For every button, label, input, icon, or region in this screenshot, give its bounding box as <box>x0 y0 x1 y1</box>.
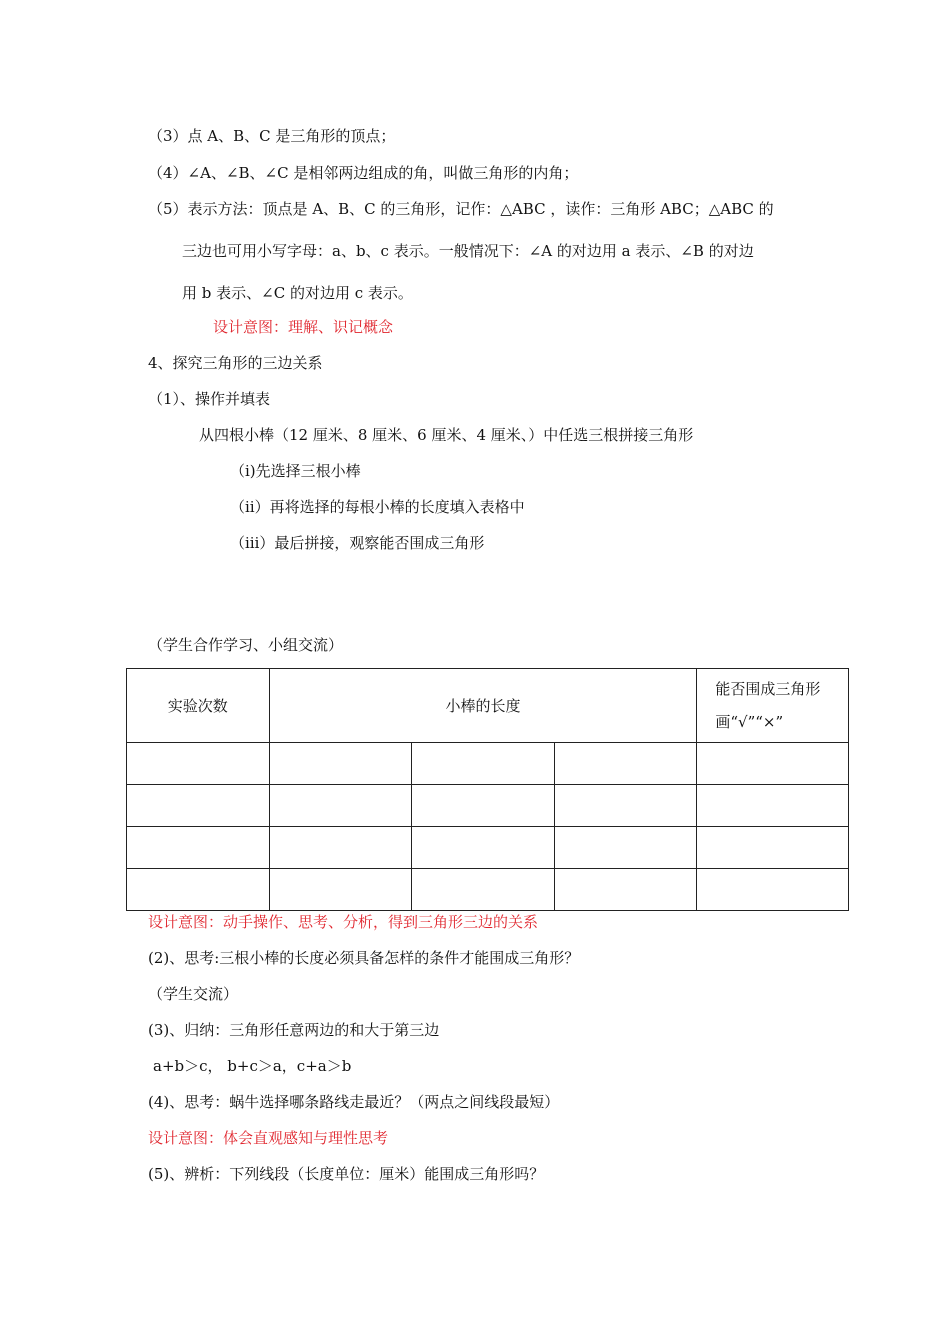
think-question-2: (2)、思考:三根小棒的长度必须具备怎样的条件才能围成三角形？ <box>148 949 580 967</box>
table-cell[interactable] <box>269 743 412 785</box>
table-cell[interactable] <box>554 869 697 911</box>
para-interior-angles: （4）∠A、∠B、∠C 是相邻两边组成的角，叫做三角形的内角； <box>148 164 579 182</box>
table-cell[interactable] <box>412 827 555 869</box>
table-cell[interactable] <box>127 785 270 827</box>
para-notation-3: 用 b 表示、∠C 的对边用 c 表示。 <box>182 284 413 302</box>
header-trial-count: 实验次数 <box>127 669 270 743</box>
table-row <box>127 869 849 911</box>
header-can-form-triangle <box>697 669 849 743</box>
design-intent-1: 设计意图：理解、识记概念 <box>213 318 394 336</box>
table-cell[interactable] <box>412 869 555 911</box>
table-cell[interactable] <box>697 785 849 827</box>
table-cell[interactable] <box>127 869 270 911</box>
step-3: （ⅲ）最后拼接，观察能否围成三角形 <box>230 534 485 552</box>
table-cell[interactable] <box>554 827 697 869</box>
sticks-instruction: 从四根小棒（12 厘米、8 厘米、6 厘米、4 厘米、）中任选三根拼接三角形 <box>199 426 694 444</box>
table-header-row <box>127 669 849 743</box>
table-cell[interactable] <box>554 743 697 785</box>
table-row <box>127 743 849 785</box>
step-1: （ⅰ)先选择三根小棒 <box>230 462 361 480</box>
table-cell[interactable] <box>412 743 555 785</box>
header-stick-length: 小棒的长度 <box>269 669 697 743</box>
student-exchange: （学生交流） <box>148 985 239 1003</box>
design-intent-3: 设计意图：体会直观感知与理性思考 <box>148 1129 389 1147</box>
conclusion: (3)、归纳：三角形任意两边的和大于第三边 <box>148 1021 440 1039</box>
table-cell[interactable] <box>554 785 697 827</box>
table-cell[interactable] <box>412 785 555 827</box>
header-can-form-line2: 画“√”“×” <box>715 712 784 731</box>
experiment-table <box>126 668 849 911</box>
table-cell[interactable] <box>127 827 270 869</box>
table-cell[interactable] <box>697 869 849 911</box>
table-cell[interactable] <box>269 869 412 911</box>
table-cell[interactable] <box>697 743 849 785</box>
step-2: （ⅱ）再将选择的每根小棒的长度填入表格中 <box>230 498 525 516</box>
para-vertices: （3）点 A、B、C 是三角形的顶点； <box>148 127 396 145</box>
table-cell[interactable] <box>269 785 412 827</box>
think-question-4: (4)、思考：蜗牛选择哪条路线走最近？（两点之间线段最短） <box>148 1093 560 1111</box>
design-intent-2: 设计意图：动手操作、思考、分析，得到三角形三边的关系 <box>148 913 539 931</box>
para-notation-1: （5）表示方法：顶点是 A、B、C 的三角形，记作：△ABC ，读作：三角形 ABC；△ABC 的 <box>148 200 774 218</box>
table-cell[interactable] <box>269 827 412 869</box>
header-can-form-line1: 能否围成三角形 <box>715 679 821 698</box>
discriminate-question-5: (5)、辨析：下列线段（长度单位：厘米）能围成三角形吗？ <box>148 1165 545 1183</box>
table-row <box>127 785 849 827</box>
table-row <box>127 827 849 869</box>
section-4-heading: 4、探究三角形的三边关系 <box>148 354 323 372</box>
inequalities: a+b＞c， b+c＞a，c+a＞b <box>153 1057 352 1075</box>
para-notation-2: 三边也可用小写字母：a、b、c 表示。一般情况下：∠A 的对边用 a 表示、∠B 的对边 <box>182 242 754 260</box>
operation-heading: （1）、操作并填表 <box>148 390 271 408</box>
table-cell[interactable] <box>697 827 849 869</box>
cooperation-note: （学生合作学习、小组交流） <box>148 636 344 654</box>
table-cell[interactable] <box>127 743 270 785</box>
